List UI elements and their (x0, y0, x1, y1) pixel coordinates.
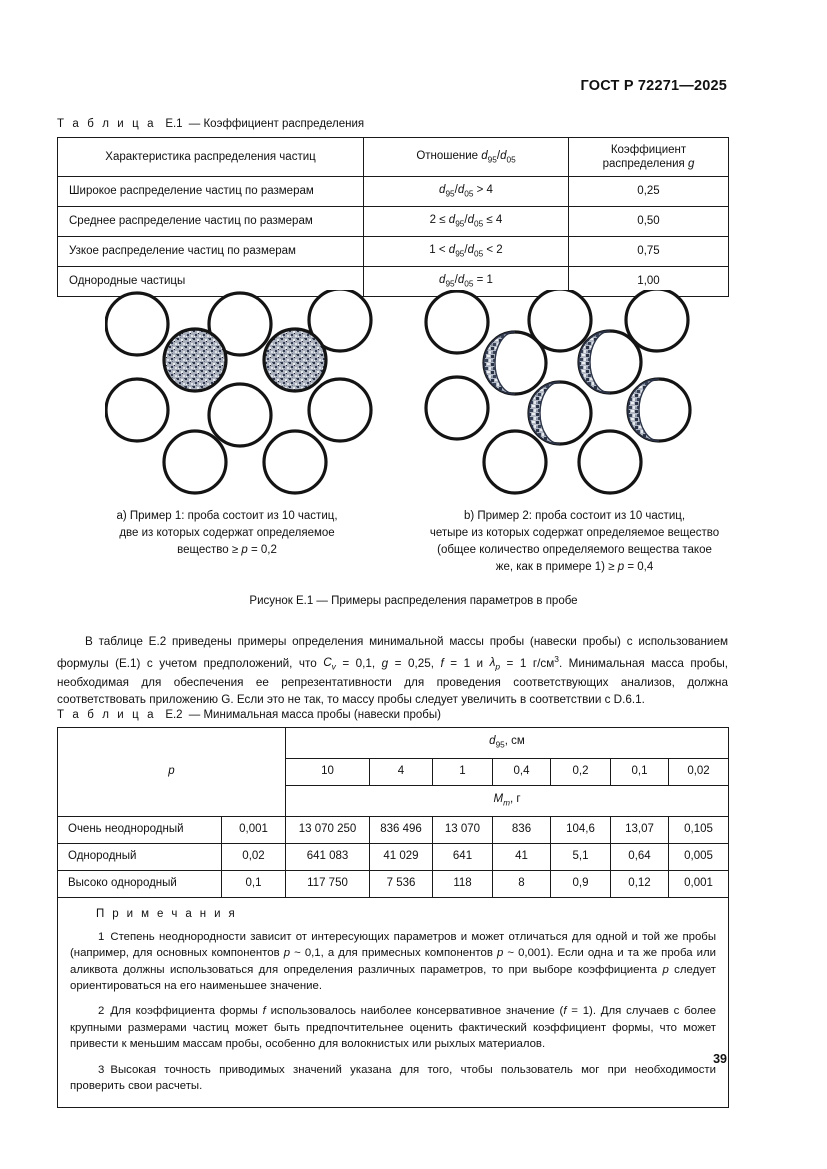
table-e2-col-d95: 4 (370, 759, 433, 786)
table-e2-cell-label: Высоко однородный (58, 871, 222, 898)
particle-empty (484, 431, 546, 493)
table-e2-container (57, 727, 728, 1108)
table-e1-cell-coefficient: 1,00 (569, 267, 729, 297)
figure-caption-a: a) Пример 1: проба состоит из 10 частиц, две из которых содержат определяемое вещество ≥ p = 0,2 (116, 510, 338, 556)
table-e2-col-d95: 0,02 (669, 759, 729, 786)
table-e1-caption-title: — Коэффициент распределения (188, 118, 365, 130)
note-text: Высокая точность приводимых значений указана для того, чтобы пользователь мог при необходимости проверить свои расчеты. (70, 1063, 717, 1093)
table-e2-cell-value: 5,1 (551, 844, 611, 871)
note-item (70, 1062, 716, 1095)
table-e2-col-d95: 0,2 (551, 759, 611, 786)
table-e1-cell-coefficient: 0,25 (569, 177, 729, 207)
particle-diagram-b (412, 290, 712, 500)
table-e2-cell-value: 0,9 (551, 871, 611, 898)
table-e1-col-coefficient: Коэффициент распределения g (569, 138, 729, 177)
table-e2-cell-value: 641 (433, 844, 493, 871)
table-e2-caption-title: — Минимальная масса пробы (навески пробы) (188, 709, 441, 721)
table-e2-cell-value: 836 496 (370, 817, 433, 844)
particle-empty (426, 377, 488, 439)
table-row (58, 237, 729, 267)
particle-empty (209, 384, 271, 446)
table-e2-caption (57, 709, 441, 721)
particle-crescent (579, 331, 641, 393)
table-e2-cell-value: 41 (493, 844, 551, 871)
table-e1-col-characteristic-label: Характеристика распределения частиц (105, 150, 316, 163)
particle-diagram-a (105, 290, 405, 500)
note-number: 2 (98, 1005, 105, 1018)
table-e2-col-d95: 0,4 (493, 759, 551, 786)
table-e2-cell-value: 8 (493, 871, 551, 898)
particle-empty (264, 431, 326, 493)
figure-caption-b: b) Пример 2: проба состоит из 10 частиц, четыре из которых содержат определяемое вещество (общее количество определяемого вещества такое же, как в примере 1) ≥ p = 0,4 (429, 510, 720, 573)
table-e2-cell-value: 0,105 (669, 817, 729, 844)
table-e2 (57, 727, 729, 1108)
table-e1-cell-coefficient: 0,75 (569, 237, 729, 267)
particle-empty (579, 431, 641, 493)
table-e1 (57, 137, 729, 297)
note-item: 2 Для коэффициента формы f использовалось наиболее консервативное значение (f = 1). Для случаев с более крупными размерами частиц может быть предпочтительнее оценить фактический коэффициент формы, что может привести к меньшим массам пробы, особенно для волокнистых или рыхлых материалов. (70, 1005, 717, 1051)
note-item: 1 Степень неоднородности зависит от интересующих параметров и может отличаться для одной и той же пробы (например, для основных компонентов p ~ 0,1, а для примесных компонентов p ~ 0,001). Если одна и та же проба или аликвота должны использоваться для определения различных параметров, то при выборе коэффициента p следует ориентироваться на его наименьшее значение. (70, 930, 717, 993)
note-number: 1 (98, 930, 105, 943)
figure-panel-a (105, 290, 405, 500)
table-e1-cell-ratio: $d_{95}/d_{05} = 1$ (364, 267, 569, 297)
table-e2-cell-p: 0,1 (222, 871, 286, 898)
figure-captions (57, 508, 728, 588)
table-e2-cell-value: 104,6 (551, 817, 611, 844)
table-e2-notes-row (58, 898, 729, 1108)
table-e2-notes (58, 898, 729, 1108)
standard-number-header: ГОСТ Р 72271—2025 (580, 78, 727, 94)
table-e1-cell-ratio: $1 < d_{95}/d_{05} < 2$ (364, 237, 569, 267)
table-e1-cell-ratio: $2 \le d_{95}/d_{05} \le 4$ (364, 207, 569, 237)
table-e1-cell-coefficient: 0,50 (569, 207, 729, 237)
particle-empty (164, 431, 226, 493)
table-e2-caption-prefix: Т а б л и ц а (57, 709, 157, 721)
table-e1-cell-characteristic: Среднее распределение частиц по размерам (58, 207, 364, 237)
figure-panel-b (412, 290, 712, 500)
particle-crescent (628, 379, 690, 441)
table-row (58, 817, 729, 844)
particle-empty (426, 291, 488, 353)
table-e1-cell-characteristic: Широкое распределение частиц по размерам (58, 177, 364, 207)
particle-crescent (484, 332, 546, 394)
table-e1-col-characteristic (58, 138, 364, 177)
table-e2-group-header: $d_{95}$, см (286, 728, 729, 759)
table-e1-caption-prefix: Т а б л и ц а (57, 118, 157, 130)
table-e2-col-d95: 1 (433, 759, 493, 786)
table-e1-cell-ratio: $d_{95}/d_{05} > 4$ (364, 177, 569, 207)
note-number: 3 (98, 1063, 105, 1076)
table-row (58, 844, 729, 871)
particle-empty (106, 293, 168, 355)
figure-e1-title: Рисунок E.1 — Примеры распределения параметров в пробе (249, 595, 578, 607)
figure-e1 (57, 290, 728, 500)
table-e1-cell-characteristic: Однородные частицы (58, 267, 364, 297)
table-e2-units-label: $M_m$, г (286, 786, 729, 817)
table-e2-cell-value: 836 (493, 817, 551, 844)
particle-filled (164, 329, 226, 391)
table-e2-cell-value: 118 (433, 871, 493, 898)
table-row (58, 177, 729, 207)
table-e2-cell-p: 0,001 (222, 817, 286, 844)
table-e2-cell-value: 13 070 250 (286, 817, 370, 844)
table-e2-row-header-label: p (58, 728, 286, 817)
table-e2-col-d95: 0,1 (611, 759, 669, 786)
particle-empty (106, 379, 168, 441)
table-e1-container (57, 137, 728, 297)
particle-crescent (529, 382, 591, 444)
notes-title: П р и м е ч а н и я (96, 908, 238, 920)
table-e2-cell-value: 0,64 (611, 844, 669, 871)
table-e2-col-d95: 10 (286, 759, 370, 786)
table-e2-cell-value: 0,12 (611, 871, 669, 898)
table-e2-cell-value: 13 070 (433, 817, 493, 844)
body-paragraph: В таблице E.2 приведены примеры определения минимальной массы пробы (навески пробы) с использованием формулы (E.1) с учетом предположений, что $C_v = 0,1$, g = 0,25, f = 1 и $\lambda_p = 1$ $г/см^3$. Минимальная масса пробы, необходимая для обеспечения ее репрезентативности для проведения соответствующих анализов, должна соответствовать приложению G. Если это не так, то массу пробы следует увеличить в соответствии с D.6.1. (57, 635, 729, 706)
particle-filled (264, 329, 326, 391)
table-e2-cell-value: 117 750 (286, 871, 370, 898)
table-e2-group-header-row (58, 728, 729, 759)
table-e2-caption-number: E.2 (165, 709, 183, 721)
table-e2-cell-value: 41 029 (370, 844, 433, 871)
table-row (58, 871, 729, 898)
table-e2-cell-value: 7 536 (370, 871, 433, 898)
table-e1-cell-characteristic: Узкое распределение частиц по размерам (58, 237, 364, 267)
table-e1-caption (57, 118, 364, 130)
table-row (58, 207, 729, 237)
table-e2-cell-label: Очень неоднородный (58, 817, 222, 844)
table-e2-cell-value: 0,005 (669, 844, 729, 871)
table-e1-col-ratio: Отношение $d_{95}/d_{05}$ (364, 138, 569, 177)
table-e2-cell-value: 13,07 (611, 817, 669, 844)
table-e2-cell-value: 641 083 (286, 844, 370, 871)
page-number: 39 (713, 1052, 727, 1066)
particle-empty (309, 379, 371, 441)
table-e2-cell-value: 0,001 (669, 871, 729, 898)
table-e1-header-row (58, 138, 729, 177)
table-e2-cell-label: Однородный (58, 844, 222, 871)
table-e2-cell-p: 0,02 (222, 844, 286, 871)
table-e1-caption-number: E.1 (165, 118, 183, 130)
